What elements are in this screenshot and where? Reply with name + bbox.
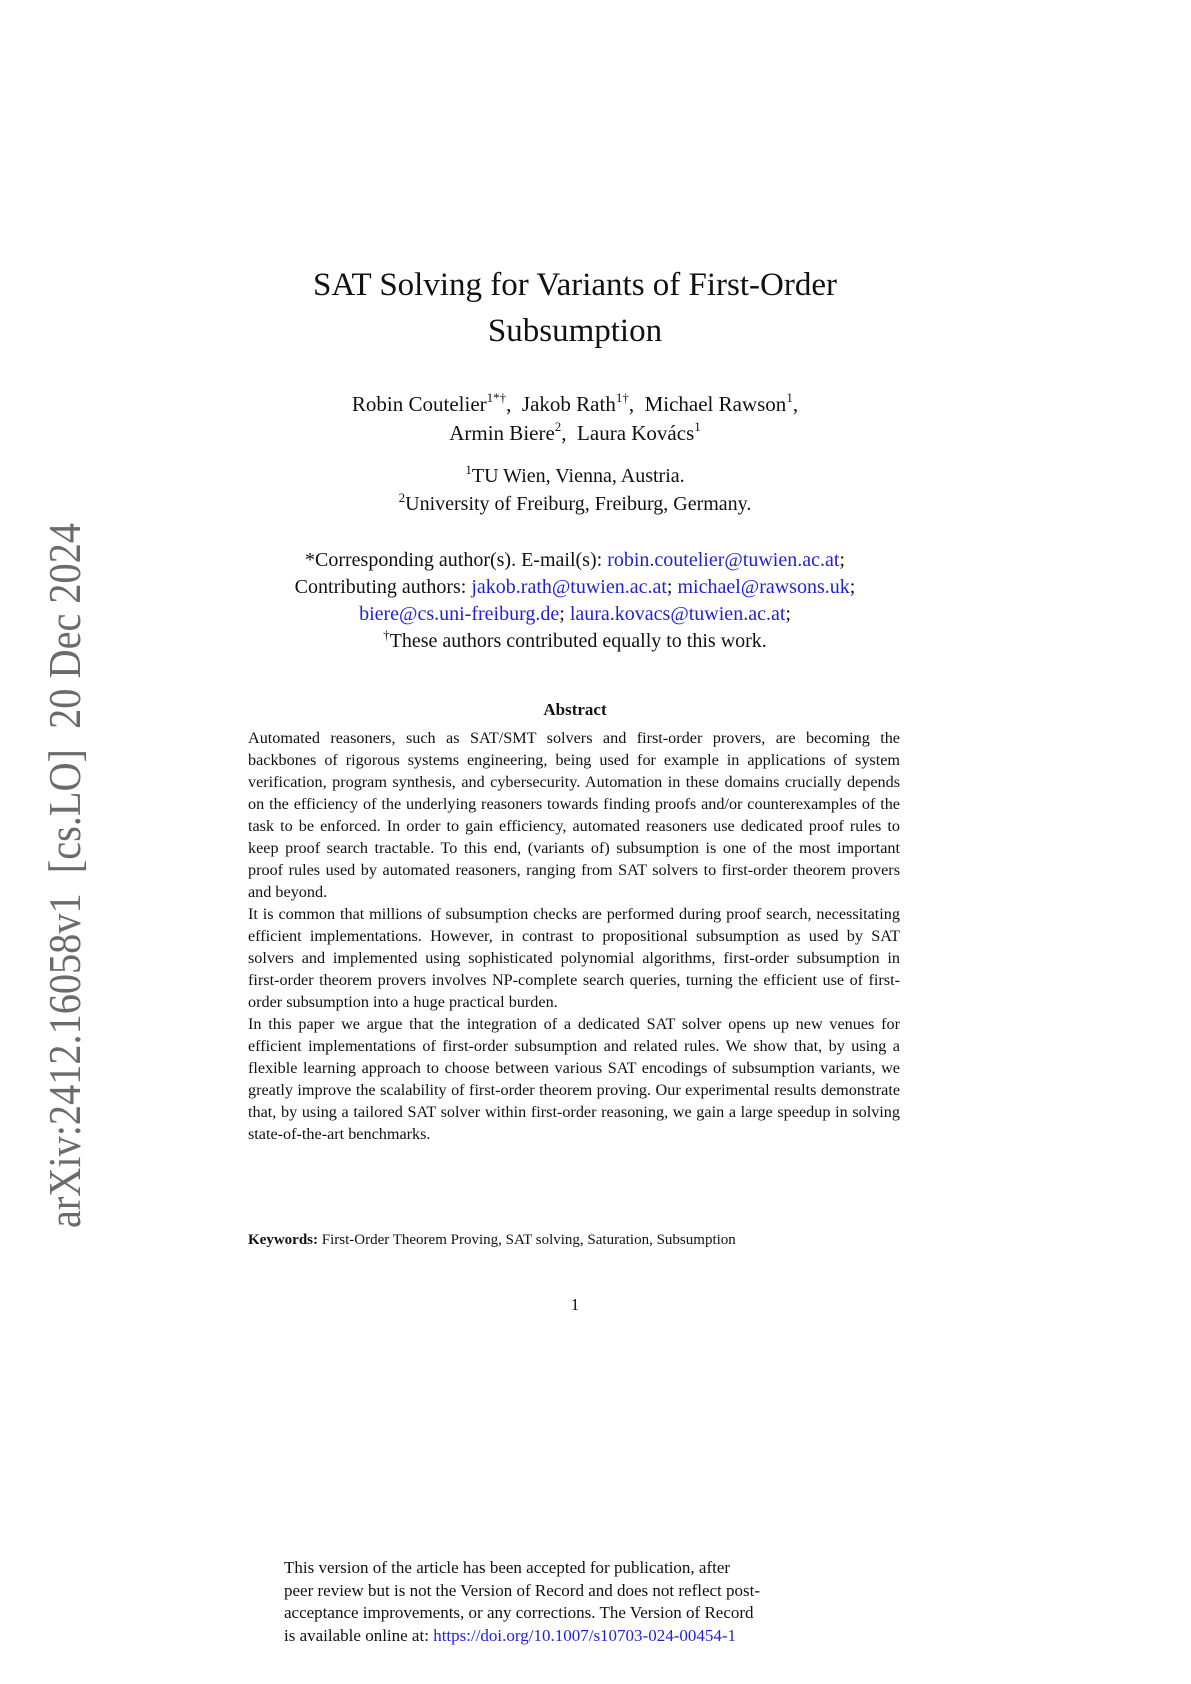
contributing-authors-line: Contributing authors: jakob.rath@tuwien.ac.at; michael@rawsons.uk; [294, 576, 856, 598]
affiliation-text: University of Freiburg, Freiburg, Germany. [405, 493, 752, 515]
abstract-paragraph: In this paper we argue that the integration of a dedicated SAT solver opens up new venues for efficient implementations of first-order subsumption and related rules. We show that, by using a flexible learning approach to choose between various SAT encodings of subsumption variants, we greatly improve the scalability of first-order theorem proving. Our experimental results demonstrate that, by using a tailored SAT solver within first-order reasoning, we gain a large speedup in solving state-of-the-art benchmarks. [248, 1015, 900, 1143]
title-line-2: Subsumption [487, 313, 663, 349]
affiliation [230, 490, 920, 518]
author-affiliation-mark: 2 [554, 419, 562, 434]
author-contacts [230, 547, 920, 655]
equal-contribution-note [230, 628, 920, 655]
abstract-paragraph: Automated reasoners, such as SAT/SMT solvers and first-order provers, are becoming the backbones of rigorous systems engineering, being used for example in applications of system verification, program synthesis, and cybersecurity. Automation in these domains crucially depends on the efficiency of the underlying reasoners towards finding proofs and/or counterexamples of the task to be enforced. In order to gain efficiency, automated reasoners use dedicated proof rules to keep proof search tractable. To this end, (variants of) subsumption is one of the most important proof rules used by automated reasoners, ranging from SAT solvers to first-order theorem provers and beyond. [248, 729, 900, 901]
doi-link[interactable]: https://doi.org/10.1007/s10703-024-00454-1 [433, 1625, 737, 1645]
author-affiliation-mark: 1*† [486, 390, 507, 405]
paper-title [230, 262, 920, 354]
email-link[interactable]: jakob.rath@tuwien.ac.at [471, 576, 667, 598]
footnote-line-prefix: is available online at: [284, 1625, 434, 1645]
corresponding-mark: * [305, 549, 316, 571]
email-link[interactable]: robin.coutelier@tuwien.ac.at [607, 549, 840, 571]
arxiv-identifier-stamp [8, 0, 98, 1684]
affiliation-text: TU Wien, Vienna, Austria. [471, 465, 685, 487]
abstract-heading: Abstract [543, 700, 607, 719]
author-affiliation-mark: 1† [615, 390, 629, 405]
author-affiliation-mark: 1 [786, 390, 793, 405]
author-name: Laura Kovács [577, 421, 695, 445]
keywords-text: First-Order Theorem Proving, SAT solving, Saturation, Subsumption [321, 1232, 736, 1248]
email-link[interactable]: laura.kovacs@tuwien.ac.at [569, 603, 786, 625]
page-number: 1 [570, 1295, 580, 1314]
author-affiliation-mark: 1 [694, 419, 701, 434]
author-name: Michael Rawson [644, 392, 787, 416]
arxiv-identifier-text: arXiv:2412.16058v1 [cs.LO] 20 Dec 2024 [39, 423, 90, 1228]
email-link[interactable]: michael@rawsons.uk [677, 576, 850, 598]
author-name: Armin Biere [449, 421, 555, 445]
contributing-label: Contributing authors: [294, 576, 472, 598]
keywords-label: Keywords: [248, 1232, 318, 1248]
title-line-1: SAT Solving for Variants of First-Order [312, 267, 837, 303]
author-name: Robin Coutelier [351, 392, 487, 416]
corresponding-author-line: *Corresponding author(s). E-mail(s): robin.coutelier@tuwien.ac.at; [305, 549, 845, 571]
author-name: Jakob Rath [521, 392, 616, 416]
affiliation [230, 462, 920, 490]
affiliation-mark: 1 [465, 462, 472, 477]
footnote-line [284, 1625, 904, 1648]
corresponding-label: Corresponding author(s). E-mail(s): [315, 549, 608, 571]
contributing-authors-line: biere@cs.uni-freiburg.de; laura.kovacs@tuwien.ac.at; [359, 603, 791, 625]
footnote-line: acceptance improvements, or any corrections. The Version of Record [284, 1603, 754, 1622]
equal-contribution-mark: † [383, 627, 390, 642]
publication-footnote [284, 1557, 904, 1647]
abstract-paragraph: It is common that millions of subsumption checks are performed during proof search, necessitating efficient implementations. However, in contrast to propositional subsumption as used by SAT solvers and implemented using sophisticated polynomial algorithms, first-order subsumption in first-order theorem provers involves NP-complete search queries, turning the efficient use of first-order subsumption into a huge practical burden. [248, 905, 900, 1011]
affiliation-list [230, 462, 920, 518]
email-link[interactable]: biere@cs.uni-freiburg.de [359, 603, 560, 625]
footnote-line: peer review but is not the Version of Record and does not reflect post- [284, 1580, 761, 1600]
abstract-body [248, 727, 900, 1145]
footnote-line: This version of the article has been accepted for publication, after [284, 1558, 731, 1577]
author-list: Robin Coutelier$^{1*\dagger}$, Jakob Rath$^{1\dagger}$, Michael Rawson$^1$, Armin Biere$^2$, Laura Kovács$^1$ [351, 390, 799, 445]
keywords [248, 1230, 908, 1250]
affiliation-mark: 2 [398, 490, 406, 505]
equal-contribution-text: These authors contributed equally to this work. [389, 630, 767, 652]
